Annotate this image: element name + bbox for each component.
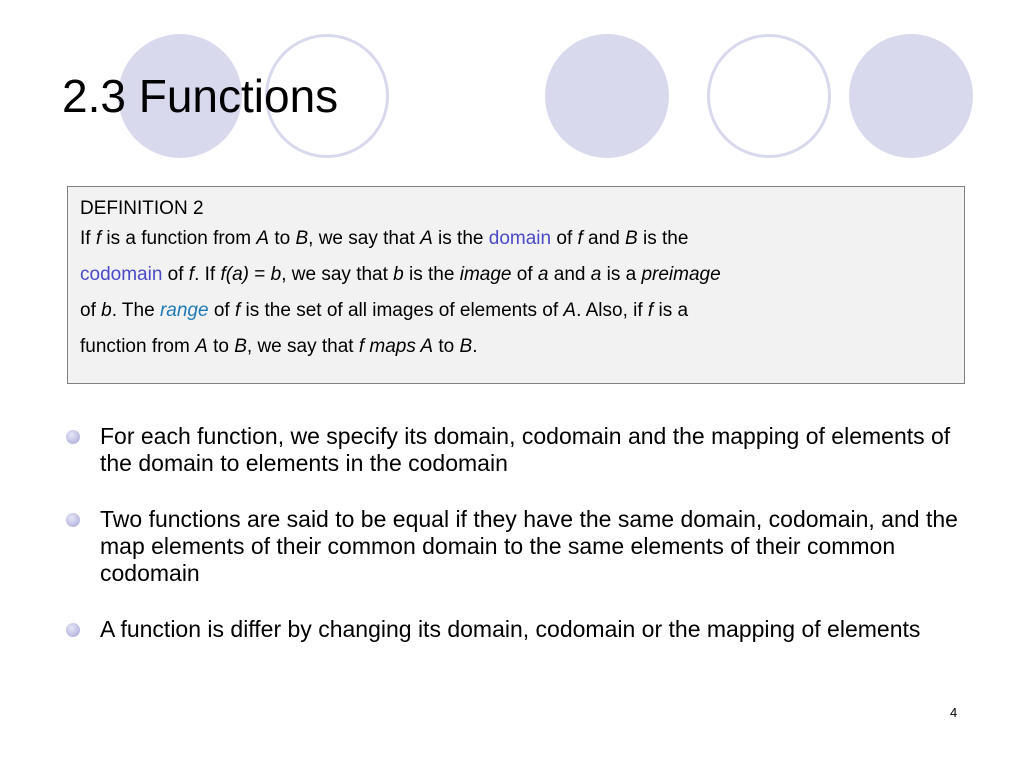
bullet-list [64, 423, 984, 672]
bullet-icon [66, 513, 80, 527]
list-item [64, 616, 984, 643]
definition-line-4: function from A to B, we say that f maps A to B. [80, 336, 478, 357]
preimage-term: preimage [641, 264, 721, 285]
slide-title: 2.3 Functions [62, 70, 339, 122]
codomain-term: codomain [80, 264, 163, 285]
maps-term: f maps A [358, 336, 434, 357]
definition-box [67, 186, 965, 384]
image-term: image [459, 264, 512, 285]
definition-line-2: codomain of f. If f(a) = b, we say that b is the image of a and a is a preimage [80, 264, 721, 285]
decor-circle-3 [545, 34, 669, 158]
bullet-text: Two functions are said to be equal if they have the same domain, codomain, and the map elements of their common domain to the same elements of their common codomain [100, 506, 958, 586]
page-number: 4 [950, 705, 958, 720]
list-item [64, 423, 984, 477]
decor-circle-4 [707, 34, 831, 158]
definition-line-3: of b. The range of f is the set of all images of elements of A. Also, if f is a [80, 300, 689, 321]
definition-line-1: If f is a function from A to B, we say that A is the domain of f and B is the [80, 228, 689, 249]
range-term: range [159, 300, 209, 321]
bullet-icon [66, 623, 80, 637]
bullet-text: A function is differ by changing its domain, codomain or the mapping of elements [100, 616, 921, 642]
bullet-icon [66, 430, 80, 444]
bullet-text: For each function, we specify its domain, codomain and the mapping of elements of the domain to elements in the codomain [100, 423, 951, 476]
domain-term: domain [488, 228, 552, 249]
definition-heading: DEFINITION 2 [80, 198, 204, 219]
list-item [64, 506, 984, 587]
decor-circle-5 [849, 34, 973, 158]
